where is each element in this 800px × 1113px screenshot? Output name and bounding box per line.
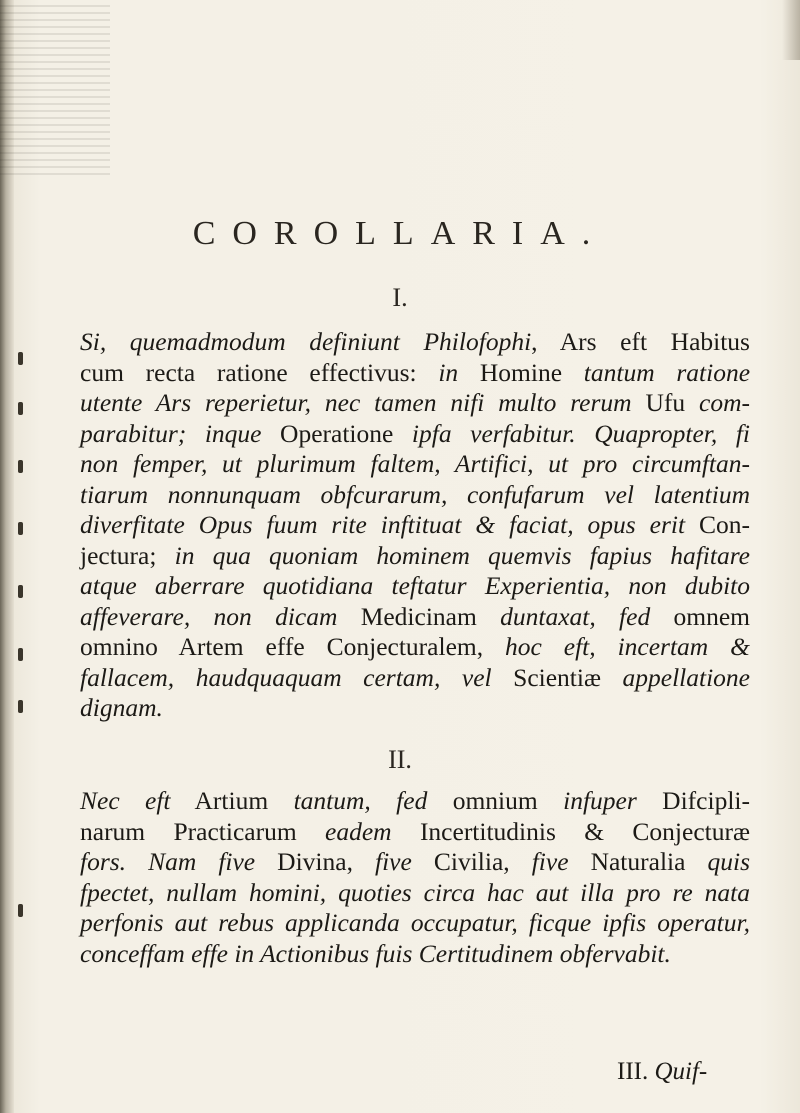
text-line — [80, 693, 750, 724]
next-section-numeral: III. — [617, 1058, 649, 1085]
text-line — [80, 847, 750, 878]
italic-run: utente Ars reperietur, nec tamen nifi multo rerum — [80, 388, 632, 417]
page-heading: COROLLARIA. — [192, 215, 608, 252]
text-line — [80, 632, 750, 663]
italic-run: conceffam effe in Actionibus fuis Certitudinem obfervabit. — [80, 938, 671, 968]
roman-run: Naturalia — [568, 847, 708, 876]
italic-run: duntaxat, fed — [500, 601, 651, 631]
italic-run: tantum ratione — [583, 357, 751, 387]
roman-run: Operatione — [261, 418, 412, 448]
roman-run: Difcipli- — [636, 786, 750, 815]
italic-run: tantum, fed — [293, 786, 428, 815]
section-numeral-2: II. — [388, 745, 412, 774]
italic-run: fpectet, nullam homini, quoties circa hac aut illa pro re nata — [80, 877, 750, 907]
roman-run: Ufu — [631, 388, 700, 417]
corollary-2-text — [80, 786, 750, 969]
roman-run: Incertitudinis & Conjecturæ — [391, 816, 750, 846]
text-line — [80, 939, 750, 970]
text-line — [80, 388, 750, 419]
italic-run: hoc eft, incertam & — [505, 632, 750, 661]
italic-run: infuper — [563, 786, 637, 815]
roman-run: Divina, — [255, 847, 376, 876]
roman-run: Con- — [685, 510, 751, 539]
text-line — [80, 878, 750, 909]
text-line — [80, 817, 750, 848]
italic-run: in — [438, 357, 459, 387]
catchword-line — [617, 1058, 707, 1086]
italic-run: five — [531, 847, 569, 876]
roman-run: cum recta ratione effectivus: — [80, 357, 439, 387]
italic-run: quis — [707, 847, 751, 876]
italic-run: fallacem, haudquaquam certam, vel — [80, 662, 492, 692]
roman-run: omnem — [650, 601, 750, 631]
roman-run: omnino Artem effe Conjecturalem, — [80, 632, 506, 661]
margin-marks — [14, 0, 34, 1113]
text-line — [80, 602, 750, 633]
roman-run: narum Practicarum — [80, 816, 326, 846]
text-line — [80, 327, 750, 358]
text-line — [80, 419, 750, 450]
roman-run: jectura; — [80, 540, 175, 570]
roman-run: omnium — [427, 786, 564, 815]
roman-run: , Ars eft Habitus — [531, 327, 750, 356]
italic-run: five — [375, 847, 412, 876]
italic-run: dignam. — [80, 693, 163, 722]
italic-run: tiarum nonnunquam obfcurarum, confufarum vel latentium — [80, 479, 750, 509]
text-line — [80, 480, 750, 511]
corollary-1-text — [80, 327, 750, 724]
text-line — [80, 510, 750, 541]
roman-run: Scientiæ — [491, 662, 623, 692]
italic-run: eadem — [325, 816, 392, 846]
text-line — [80, 786, 750, 817]
italic-run: parabitur; inque — [80, 418, 262, 448]
scan-edge-shadow — [782, 0, 800, 60]
italic-run: Nec eft — [80, 786, 171, 815]
italic-run: Si, quemadmodum definiunt Philofophi — [80, 327, 532, 356]
italic-run: affeverare, non dicam — [80, 601, 338, 631]
italic-run: non femper, ut plurimum faltem, Artifici, ut pro circumftan- — [80, 449, 750, 478]
text-line — [80, 358, 750, 389]
text-line — [80, 541, 750, 572]
italic-run: in qua quoniam hominem quemvis fapius hafitare — [174, 540, 751, 570]
roman-run: Civilia, — [411, 847, 532, 876]
italic-run: appellatione — [622, 662, 750, 692]
text-line — [80, 449, 750, 480]
text-line — [80, 908, 750, 939]
italic-run: fors. Nam five — [80, 847, 256, 876]
italic-run: com- — [699, 388, 750, 417]
italic-run: atque aberrare quotidiana teftatur Experientia, non dubito — [80, 571, 750, 600]
italic-run: diverfitate Opus fuum rite inftituat & faciat, opus erit — [80, 510, 686, 539]
text-line — [80, 571, 750, 602]
catchword: Quif- — [654, 1058, 708, 1085]
text-line — [80, 663, 750, 694]
italic-run: perfonis aut rebus applicanda occupatur, ficque ipfis operatur, — [80, 908, 750, 937]
roman-run: Medicinam — [337, 601, 501, 631]
italic-run: ipfa verfabitur. Quapropter, fi — [411, 418, 750, 448]
roman-run: Homine — [458, 357, 584, 387]
roman-run: Artium — [170, 786, 294, 815]
section-numeral-1: I. — [392, 283, 408, 312]
